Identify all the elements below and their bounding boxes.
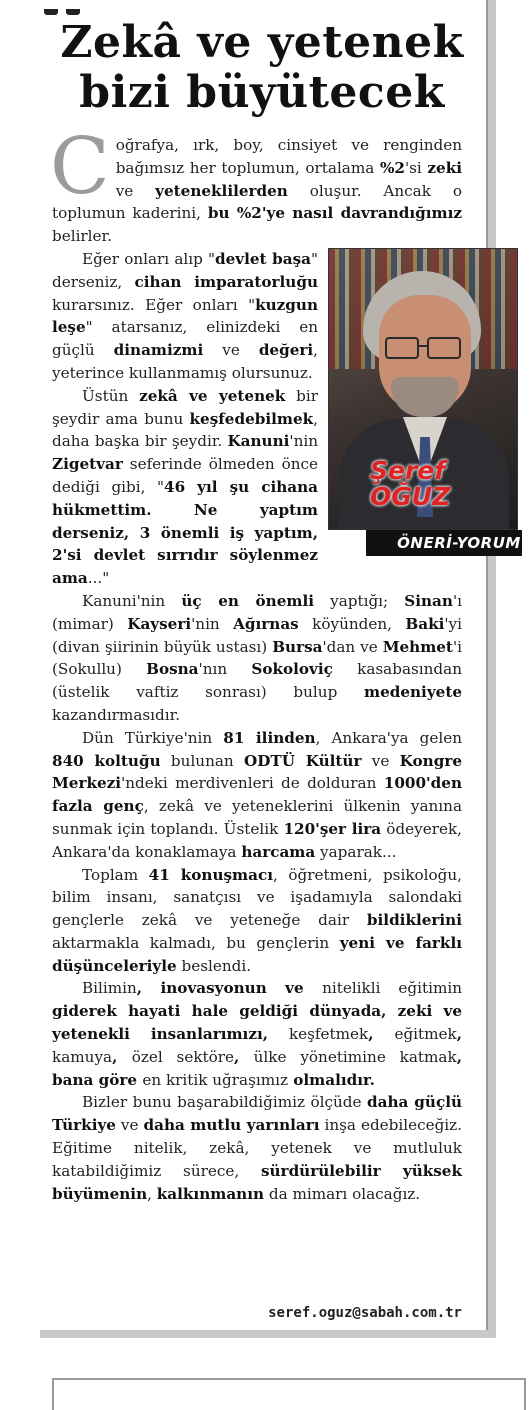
article-body [50, 122, 521, 1205]
bold-text: bu %2'ye nasıl davrandığımız [207, 204, 463, 223]
body-text: , zekâ ve yeteneklerini ülkenin yanına sunmak için toplandı. Üstelik [52, 797, 462, 838]
body-text: 'nin [191, 614, 234, 633]
bold-text: dinamizmi [113, 341, 204, 360]
body-text: inşa edebileceğiz. Eğitime nitelik, zekâ, yetenek ve mutluluk katabildiğimiz sürece, [52, 1116, 462, 1180]
body-text: 'i (Sokullu) [52, 637, 462, 679]
body-text: en kritik uğraşımız [142, 1070, 288, 1089]
body-text: Dün Türkiye'nin [82, 728, 224, 747]
body-text: keşfetmek [288, 1025, 369, 1044]
bold-text: giderek hayati hale geldiği dünyada, zeki ve yetenekli insanlarımızı, [52, 1002, 462, 1044]
bold-text: yeteneklilerden [155, 181, 288, 200]
bold-text: keşfedebilmek [189, 409, 314, 428]
author-photo-box [328, 248, 522, 578]
bold-text: değeri [258, 341, 314, 360]
body-text: yaparak... [315, 842, 397, 861]
bold-text: , [368, 1025, 395, 1044]
bold-text: Baki [405, 614, 445, 633]
bold-text: , [112, 1047, 132, 1066]
body-text: bir şeydir ama bunu [52, 386, 318, 428]
body-text: ve [361, 751, 400, 770]
bold-text: 120'şer lira [283, 819, 382, 838]
bold-text: sürdürülebilir yüksek büyümenin [52, 1161, 462, 1203]
body-text: oluşur. Ancak o toplumun kaderini, [52, 181, 462, 223]
bold-text: , [456, 1025, 463, 1044]
body-text: aktarmakla kalmadı, bu gençlerin [52, 933, 340, 952]
body-text: 'ndeki merdivenleri de dolduran [121, 774, 384, 793]
body-text: , öğretmeni, psikoloğu, bilim insanı, sanatçısı ve işadamıyla salondaki gençlerle zekâ ve yeteneğe dair [52, 865, 462, 930]
body-text: , Ankara'ya gelen [315, 728, 462, 747]
body-text: 'ı (mimar) [52, 591, 462, 633]
body-text: " atarsanız, elinizdeki en güçlü [52, 318, 318, 360]
bold-text: olmalıdır. [287, 1070, 375, 1089]
body-text: kasabasından (üstelik vaftiz sonrası) bulup [52, 660, 462, 702]
body-text: Bizler bunu başarabildiğimiz ölçüde [82, 1093, 367, 1112]
headline-line: bizi büyütecek [79, 67, 445, 118]
body-text: Üstün [82, 386, 140, 405]
bold-text: medeniyete [364, 683, 462, 702]
author-name [340, 455, 451, 511]
body-text: seferinde ölmeden önce dediği gibi, " [52, 455, 318, 496]
body-text: bulunan [160, 751, 245, 770]
body-text: 'yi (divan şiirinin büyük ustası) [52, 614, 462, 656]
glasses-icon [427, 337, 461, 359]
author-first-name: Şeref [370, 455, 446, 485]
glasses-bridge [417, 345, 427, 347]
column-badge: ÖNERİ-YORUM [366, 530, 522, 556]
body-text: Eğer onları alıp " [82, 249, 215, 268]
bold-text: 46 yıl şu cihana hükmettim. Ne yaptım derseniz, 3 önemli iş yaptım, 2'si devlet sırrıdır söylenmez ama [52, 477, 318, 588]
bold-text: zekâ ve yetenek [139, 386, 286, 405]
body-text: yaptığı; [313, 591, 405, 610]
body-text: , [147, 1184, 157, 1203]
body-text: eğitmek [394, 1025, 457, 1044]
body-text: ve [203, 341, 259, 360]
author-beard [391, 377, 459, 417]
author-email[interactable]: seref.oguz@sabah.com.tr [268, 1305, 462, 1321]
bold-text: Kongre Merkezi [52, 751, 462, 793]
next-article-box [52, 1378, 526, 1410]
headline-line: Zekâ ve yetenek [60, 17, 464, 68]
frame-shadow [40, 1330, 496, 1338]
bold-text: yeni ve farklı düşünceleriyle [52, 933, 462, 975]
bold-text: 81 ilinden [223, 728, 316, 747]
body-text: oğrafya, ırk, boy, cinsiyet ve renginden bağımsız her toplumun, ortalama [115, 136, 462, 177]
body-text: ülke yönetimine katmak [253, 1047, 457, 1066]
body-text: 'dan ve [322, 637, 383, 656]
paragraph [52, 977, 462, 1091]
body-text: kurarsınız. Eğer onları " [52, 295, 256, 314]
paragraph [50, 122, 463, 248]
bold-text: kuzgun leşe [52, 295, 318, 337]
bold-text: Mehmet [382, 637, 453, 656]
bold-text: 41 konuşmacı [148, 865, 273, 884]
body-text: özel sektöre [131, 1047, 235, 1066]
bold-text: Sinan [404, 591, 453, 610]
bold-text: üç en önemli [181, 591, 314, 610]
body-text: nitelikli eğitimin [322, 979, 462, 998]
body-text: 'si [404, 158, 428, 177]
bold-text: Bursa [272, 637, 323, 656]
bold-text: 840 koltuğu [52, 751, 161, 770]
frame-shadow [488, 0, 496, 1338]
body-text: da mimarı olacağız. [264, 1184, 421, 1203]
body-text: , yeterince kullanmamış olursunuz. [52, 341, 318, 382]
bold-text: ODTÜ Kültür [244, 751, 362, 770]
body-text: Kanuni'nin [82, 591, 182, 610]
body-text: kazandırmasıdır. [52, 705, 181, 724]
body-text: ödeyerek, Ankara'da konaklamaya [52, 819, 462, 861]
body-text: 'nin [289, 432, 318, 451]
body-text: ve [115, 1116, 144, 1135]
paragraph [52, 727, 462, 864]
body-text: Bilimin [82, 979, 137, 998]
bold-text: Kayseri [127, 614, 192, 633]
bold-text: daha mutlu yarınları [143, 1116, 320, 1135]
bold-text: , inovasyonun ve [136, 979, 323, 998]
body-text: , daha başka bir şeydir. [52, 409, 318, 451]
bold-text: harcama [241, 842, 316, 861]
body-text: kamuya [52, 1047, 113, 1066]
paragraph [52, 590, 462, 727]
bold-text: daha güçlü Türkiye [52, 1093, 463, 1135]
bold-text: 1000'den fazla genç [52, 774, 462, 816]
drop-cap: C [50, 122, 110, 212]
body-text: Toplam [82, 865, 149, 884]
body-text: ..." [87, 569, 110, 588]
bold-text: %2 [379, 158, 405, 177]
bold-text: Bosna [146, 660, 199, 679]
bold-text: Kanuni [227, 432, 290, 451]
author-last-name: OĞUZ [370, 481, 451, 511]
previous-article-stub [44, 0, 174, 6]
article-headline [40, 18, 484, 118]
body-text: belirler. [52, 227, 112, 246]
bold-text: , [234, 1047, 254, 1066]
body-text: beslendi. [176, 956, 252, 975]
bold-text: zeki [427, 158, 462, 177]
bold-text: Ağırnas [233, 614, 299, 633]
body-text: 'nın [198, 660, 252, 679]
bold-text: kalkınmanın [156, 1184, 265, 1203]
body-text: ve [115, 181, 156, 200]
bold-text: Zigetvar [52, 455, 123, 474]
bold-text: bildiklerini [366, 911, 462, 930]
bold-text: Sokoloviç [251, 660, 333, 679]
glasses-icon [385, 337, 419, 359]
body-text: " derseniz, [52, 249, 318, 291]
bold-text: devlet başa [214, 249, 311, 268]
body-text: köyünden, [298, 614, 406, 633]
bold-text: cihan imparatorluğu [134, 272, 318, 291]
bold-text: , bana göre [52, 1047, 462, 1089]
paragraph [52, 1091, 462, 1205]
paragraph [52, 864, 462, 978]
